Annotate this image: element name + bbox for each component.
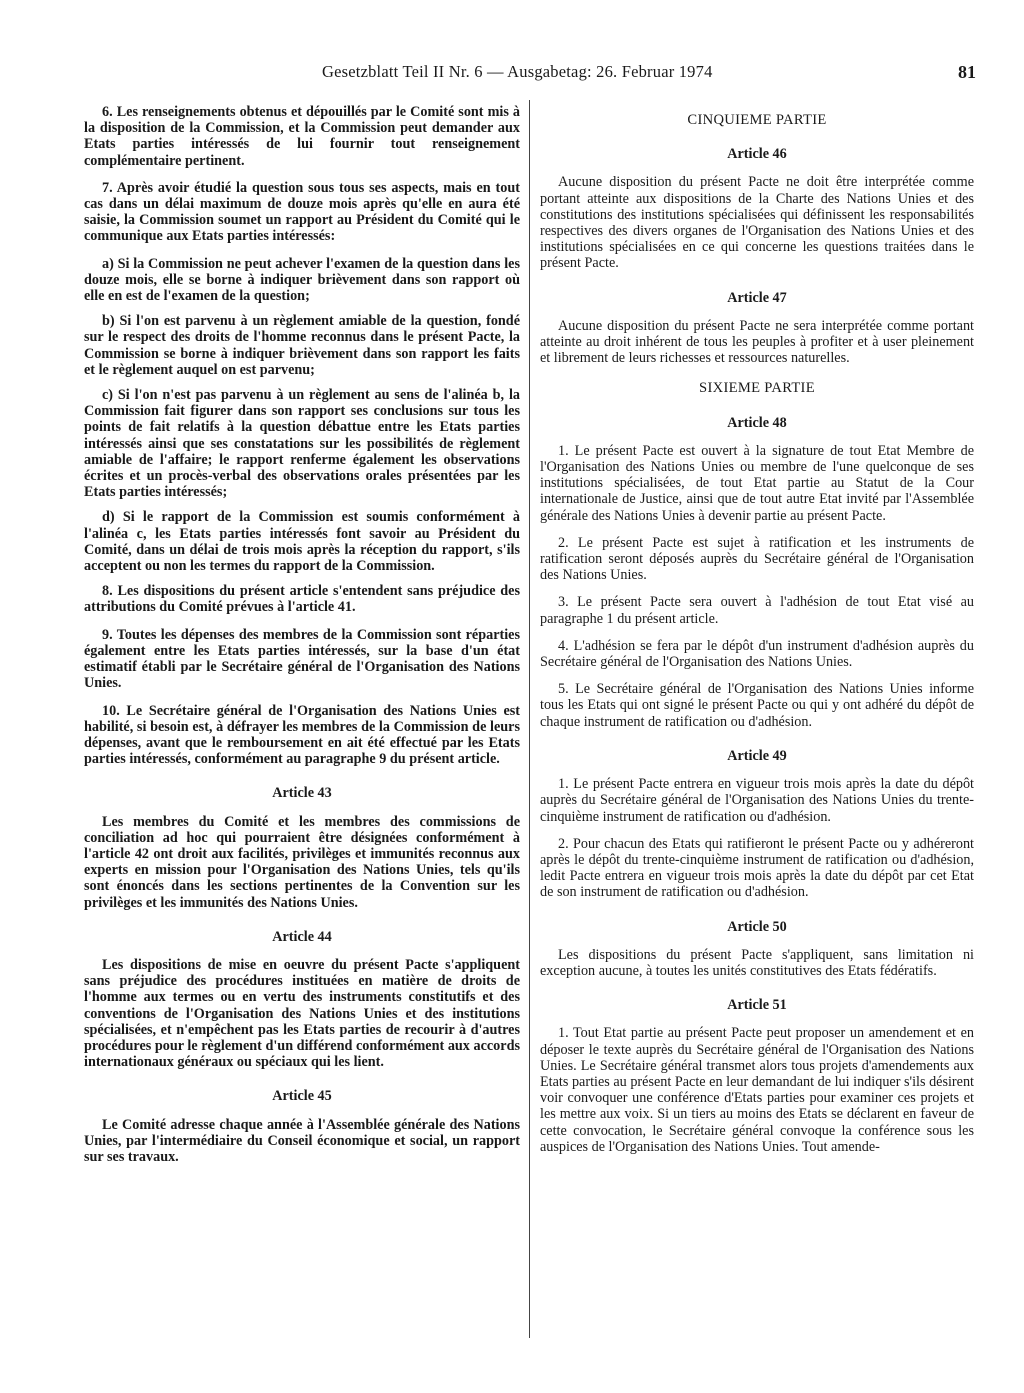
page-number: 81 (958, 62, 976, 82)
article-48-heading: Article 48 (727, 414, 787, 431)
article-51-heading: Article 51 (727, 997, 787, 1014)
page-header (60, 62, 976, 86)
article-43-text: Les membres du Comité et les membres des commissions de conciliation ad hoc qui pourraient être désignées conformément à l'article 42 ont droit aux facilités, privilèges et immunités reconnus aux experts en mission pour l'Organisation des Nations Unies, tels qu'ils sont énoncés dans les sections pertinentes de la Convention sur les privilèges et les immunités des Nations Unies. (84, 813, 520, 911)
right-column (540, 104, 974, 1166)
paragraph-9: 9. Toutes les dépenses des membres de la Commission sont réparties également entre les Etats parties intéressés, sur la base d'un état estimatif établi par le Secrétaire général de l'Organisation des Nations Unies. (84, 626, 520, 692)
paragraph-7c: c) Si l'on n'est pas parvenu à un règlement au sens de l'alinéa b, la Commission fait figurer dans son rapport ses conclusions sur tous les points de fait relatifs à la question débattue entre les Etats parties intéressés ainsi que ses constatations sur les possibilités de règlement amiable de l'affaire; le rapport renferme également les observations écrites et un procès-verbal des observations orales présentées par les Etats parties intéressés; (84, 387, 520, 501)
article-48-paragraph-4: 4. L'adhésion se fera par le dépôt d'un instrument d'adhésion auprès du Secrétaire général de l'Organisation des Nations Unies. (540, 637, 974, 671)
running-title: Gesetzblatt Teil II Nr. 6 — Ausgabetag: 26. Februar 1974 (322, 62, 713, 81)
article-44-text: Les dispositions de mise en oeuvre du présent Pacte s'appliquent sans préjudice des procédures instituées en matière de droits de l'homme aux termes ou en vertu des instruments constitutifs et des conventions de l'Organisation des Nations Unies et des institutions spécialisées, et n'empêchent pas les Etats parties de recourir à d'autres procédures pour le règlement d'un différend conformément aux accords internationaux généraux ou spéciaux qui les lient. (84, 956, 520, 1071)
paragraph-7a: a) Si la Commission ne peut achever l'examen de la question dans les douze mois, elle se borne à indiquer brièvement dans son rapport où elle en est de l'examen de la question; (84, 255, 520, 305)
article-45-heading: Article 45 (272, 1088, 332, 1105)
paragraph-7d: d) Si le rapport de la Commission est soumis conformément à l'alinéa c, les Etats parties intéressés font savoir au Président du Comité, dans un délai de trois mois après la réception du rapport, s'ils acceptent ou non les termes du rapport de la Commission. (84, 509, 520, 575)
article-47-heading: Article 47 (727, 289, 787, 306)
article-46-text: Aucune disposition du présent Pacte ne doit être interprétée comme portant atteinte aux dispositions de la Charte des Nations Unies et des constitutions des institutions spécialisées qui définissent les responsabilités respectives des divers organes de l'Organisation des Nations Unies et des institutions spécialisées en ce qui concerne les questions traitées dans le présent Pacte. (540, 174, 974, 272)
article-49-paragraph-2: 2. Pour chacun des Etats qui ratifieront le présent Pacte ou y adhéreront après le dépôt du trente-cinquième instrument de ratification ou d'adhésion, ledit Pacte entrera en vigueur trois mois après la date du dépôt par cet Etat de son instrument de ratification ou d'adhésion. (540, 835, 974, 901)
paragraph-7: 7. Après avoir étudié la question sous tous ses aspects, mais en tout cas dans un délai maximum de douze mois après qu'elle en aura été saisie, la Commission soumet un rapport au Président du Comité qui le communique aux Etats parties intéressés: (84, 179, 520, 245)
paragraph-8: 8. Les dispositions du présent article s'entendent sans préjudice des attributions du Comité prévues à l'article 41. (84, 583, 520, 616)
article-48-paragraph-3: 3. Le présent Pacte sera ouvert à l'adhésion de tout Etat visé au paragraphe 1 du présent article. (540, 594, 974, 627)
article-50-heading: Article 50 (727, 918, 787, 935)
article-50-text: Les dispositions du présent Pacte s'appliquent, sans limitation ni exception aucune, à toutes les unités constitutives des Etats fédératifs. (540, 946, 974, 979)
paragraph-7b: b) Si l'on est parvenu à un règlement amiable de la question, fondé sur le respect des droits de l'homme reconnus dans le présent Pacte, la Commission se borne à indiquer brièvement dans son rapport les faits et le règlement auquel on est parvenu; (84, 313, 520, 378)
article-48-paragraph-1: 1. Le présent Pacte est ouvert à la signature de tout Etat Membre de l'Organisation des Nations Unies ou membre de l'une quelconque de ses institutions spécialisées, de tout Etat partie au Statut de la Cour internationale de Justice, ainsi que de tout autre Etat invité par l'Assemblée générale des Nations Unies à devenir partie au présent Pacte. (540, 442, 974, 524)
part-five-heading: CINQUIEME PARTIE (687, 112, 827, 128)
column-divider (529, 100, 530, 1338)
paragraph-6: 6. Les renseignements obtenus et dépouillés par le Comité sont mis à la disposition de la Commission, et la Commission peut demander aux Etats parties intéressés de lui fournir tout renseignement complémentaire pertinent. (84, 104, 520, 169)
left-column (84, 104, 520, 1176)
article-49-paragraph-1: 1. Le présent Pacte entrera en vigueur trois mois après la date du dépôt auprès du Secrétaire général de l'Organisation des Nations Unies du trente-cinquième instrument de ratification ou d'adhésion. (540, 776, 974, 825)
article-44-heading: Article 44 (272, 928, 332, 945)
article-47-text: Aucune disposition du présent Pacte ne sera interprétée comme portant atteinte au droit inhérent de tous les peuples à profiter et à user pleinement et librement de leurs richesses et ressources naturelles. (540, 317, 974, 367)
article-48-paragraph-2: 2. Le présent Pacte est sujet à ratification et les instruments de ratification seront déposés auprès du Secrétaire général de l'Organisation des Nations Unies. (540, 534, 974, 584)
article-45-text: Le Comité adresse chaque année à l'Assemblée générale des Nations Unies, par l'intermédiaire du Conseil économique et social, un rapport sur ses travaux. (84, 1116, 520, 1165)
article-49-heading: Article 49 (727, 747, 787, 764)
article-51-paragraph-1: 1. Tout Etat partie au présent Pacte peut proposer un amendement et en déposer le texte auprès du Secrétaire général de l'Organisation des Nations Unies. Le Secrétaire général transmet alors tous projets d'amendements aux Etats parties au présent Pacte en leur demandant de lui indiquer s'ils désirent voir convoquer une conférence d'Etats parties pour examiner ces projets et les mettre aux voix. Si un tiers au moins des Etats se déclarent en faveur de cette convocation, le Secrétaire général convoque la conférence sous les auspices de l'Organisation des Nations Unies. Tout amende- (540, 1025, 974, 1155)
paragraph-10: 10. Le Secrétaire général de l'Organisation des Nations Unies est habilité, si besoin est, à défrayer les membres de la Commission de leurs dépenses, avant que le remboursement en ait été effectué par les Etats parties intéressés, conformément au paragraphe 9 du présent article. (84, 702, 520, 768)
part-six-heading: SIXIEME PARTIE (699, 380, 815, 397)
article-46-heading: Article 46 (727, 146, 787, 163)
article-48-paragraph-5: 5. Le Secrétaire général de l'Organisation des Nations Unies informe tous les Etats qui ont signé le présent Pacte ou qui y ont adhéré du dépôt de chaque instrument de ratification ou d'adhésion. (540, 681, 974, 730)
article-43-heading: Article 43 (272, 785, 332, 802)
